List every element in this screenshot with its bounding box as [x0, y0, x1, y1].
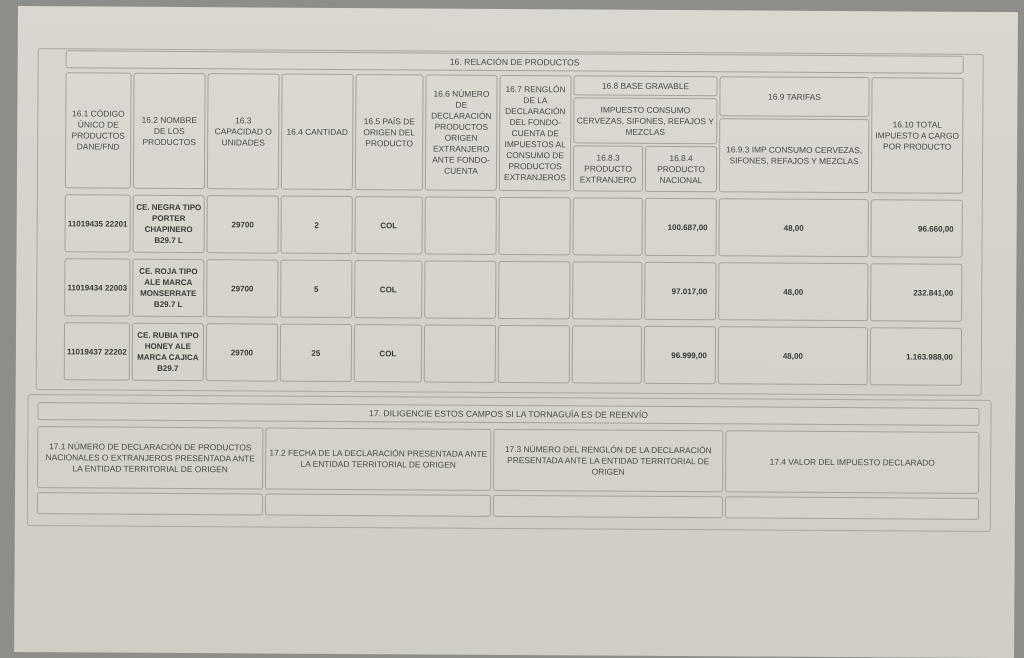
value-17-2 [265, 494, 491, 517]
header-base-impuesto-consumo: IMPUESTO CONSUMO CERVEZAS, SIFONES, REFAJOS Y MEZCLAS [573, 97, 717, 144]
header-17-3: 17.3 NÚMERO DEL RENGLÓN DE LA DECLARACIÓN PRESENTADA ANTE LA ENTIDAD TERRITORIAL DE ORIGEN [493, 429, 723, 492]
header-17-4: 17.4 VALOR DEL IMPUESTO DECLARADO [725, 430, 979, 494]
row1-capacidad: 29700 [206, 195, 278, 253]
row3-nombre: CE. RUBIA TIPO HONEY ALE MARCA CAJICA B29.7 [132, 323, 204, 381]
value-17-3 [493, 495, 723, 518]
row1-declaracion [424, 196, 496, 254]
form-page [14, 6, 1018, 658]
value-17-4 [725, 496, 979, 520]
row1-cantidad: 2 [280, 196, 352, 254]
row2-nombre: CE. ROJA TIPO ALE MARCA MONSERRATE B29.7 L [132, 259, 204, 317]
row2-tarifa: 48,00 [718, 262, 868, 321]
row3-declaracion [424, 324, 496, 382]
row2-cantidad: 5 [280, 260, 352, 318]
header-producto-nacional: 16.8.4 PRODUCTO NACIONAL [645, 146, 717, 192]
section-17-title: 17. DILIGENCIE ESTOS CAMPOS SI LA TORNAGUÍA ES DE REENVÍO [37, 402, 979, 426]
row3-capacidad: 29700 [206, 323, 278, 381]
header-base-gravable: 16.8 BASE GRAVABLE [573, 75, 717, 96]
row2-producto-nacional: 97.017,00 [644, 262, 716, 320]
section-16-title: 16. RELACIÓN DE PRODUCTOS [66, 50, 964, 73]
row1-tarifa: 48,00 [718, 198, 868, 257]
row1-producto-extranjero [572, 197, 642, 255]
header-numero-declaracion: 16.6 NÚMERO DE DECLARACIÓN PRODUCTOS ORIGEN EXTRANJERO ANTE FONDO-CUENTA [425, 74, 498, 190]
row2-pais: COL [354, 260, 422, 318]
row2-declaracion [424, 260, 496, 318]
row3-renglon [498, 325, 570, 383]
header-codigo: 16.1 CÓDIGO ÚNICO DE PRODUCTOS DANE/FND [65, 72, 132, 188]
value-17-1 [37, 492, 263, 515]
row2-producto-extranjero [572, 261, 642, 319]
row1-nombre: CE. NEGRA TIPO PORTER CHAPINERO B29.7 L [132, 195, 204, 253]
row3-pais: COL [354, 324, 422, 382]
row3-tarifa: 48,00 [718, 326, 868, 385]
header-capacidad: 16.3 CAPACIDAD O UNIDADES [207, 73, 280, 189]
row1-producto-nacional: 100.687,00 [644, 198, 716, 256]
header-renglon: 16.7 RENGLÓN DE LA DECLARACIÓN DEL FONDO-CUENTA DE IMPUESTOS AL CONSUMO DE PRODUCTOS EXTRANJEROS [499, 75, 572, 191]
header-tarifa-imp-consumo: 16.9.3 IMP CONSUMO CERVEZAS, SIFONES, REFAJOS Y MEZCLAS [719, 118, 869, 193]
header-17-2: 17.2 FECHA DE LA DECLARACIÓN PRESENTADA ANTE LA ENTIDAD TERRITORIAL DE ORIGEN [265, 428, 491, 491]
row3-producto-extranjero [572, 325, 642, 383]
header-17-1: 17.1 NÚMERO DE DECLARACIÓN DE PRODUCTOS NACIONALES O EXTRANJEROS PRESENTADA ANTE LA ENTIDAD TERRITORIAL DE ORIGEN [37, 426, 263, 489]
row2-total: 232.841,00 [870, 263, 962, 322]
row2-renglon [498, 261, 570, 319]
header-pais: 16.5 PAÍS DE ORIGEN DEL PRODUCTO [355, 74, 424, 190]
row1-codigo: 11019435 22201 [64, 194, 130, 252]
row3-cantidad: 25 [280, 324, 352, 382]
row2-capacidad: 29700 [206, 259, 278, 317]
row3-codigo: 11019437 22202 [64, 322, 130, 380]
row2-codigo: 11019434 22003 [64, 258, 130, 316]
row1-renglon [498, 197, 570, 255]
header-tarifas: 16.9 TARIFAS [719, 76, 869, 117]
header-nombre: 16.2 NOMBRE DE LOS PRODUCTOS [133, 73, 206, 189]
row1-total: 96.660,00 [870, 199, 962, 258]
header-producto-extranjero: 16.8.3 PRODUCTO EXTRANJERO [573, 145, 643, 191]
header-total-impuesto: 16.10 TOTAL IMPUESTO A CARGO POR PRODUCTO [871, 77, 964, 194]
row1-pais: COL [354, 196, 422, 254]
row3-total: 1.163.988,00 [870, 327, 962, 386]
row3-producto-nacional: 96.999,00 [644, 326, 716, 384]
header-cantidad: 16.4 CANTIDAD [281, 74, 354, 190]
